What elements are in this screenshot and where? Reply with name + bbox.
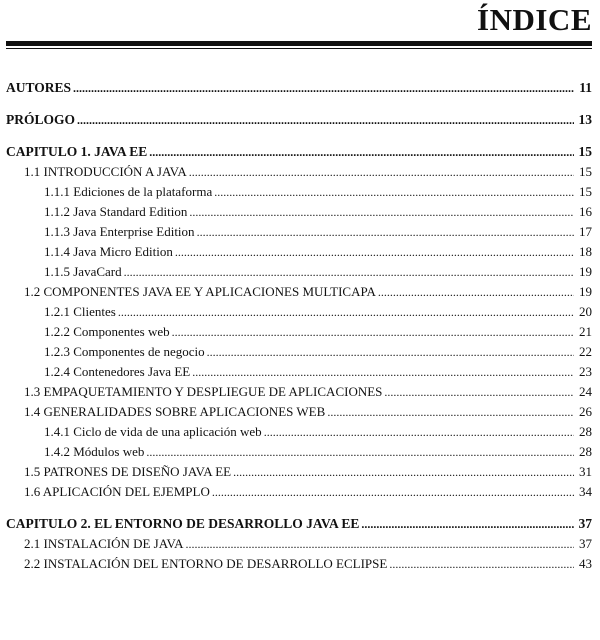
toc-entry-label: 1.3 EMPAQUETAMIENTO Y DESPLIEGUE DE APLICACIONES	[24, 384, 383, 399]
page-title: ÍNDICE	[477, 2, 592, 37]
toc-entry-label: PRÓLOGO	[6, 112, 76, 127]
toc-entry-label: 1.1.1 Ediciones de la plataforma	[44, 184, 213, 199]
toc-entry-page-number: 23	[579, 364, 592, 379]
toc-entry[interactable]	[6, 110, 592, 130]
dot-leader	[192, 362, 574, 382]
toc-entry-label: 1.2.4 Contenedores Java EE	[44, 364, 191, 379]
toc-entry-page-number: 19	[579, 284, 592, 299]
toc-entry[interactable]	[6, 554, 592, 574]
toc-entry[interactable]	[6, 222, 592, 242]
toc-entry[interactable]	[6, 202, 592, 222]
toc-entry-label: AUTORES	[6, 80, 72, 95]
dot-leader	[197, 222, 574, 242]
toc-entry[interactable]	[6, 162, 592, 182]
toc-entry-page-number: 37	[578, 516, 592, 531]
toc-entry-page-number: 16	[579, 204, 592, 219]
dot-leader	[146, 442, 574, 462]
toc-entry[interactable]	[6, 514, 592, 534]
dot-leader	[207, 342, 574, 362]
dot-leader	[175, 242, 574, 262]
toc-entry[interactable]	[6, 262, 592, 282]
toc-entry[interactable]	[6, 382, 592, 402]
toc-entry[interactable]	[6, 402, 592, 422]
toc-entry-page-number: 37	[579, 536, 592, 551]
toc-entry[interactable]	[6, 342, 592, 362]
toc-entry-page-number: 31	[579, 464, 592, 479]
toc-entry-page-number: 13	[578, 112, 592, 127]
dot-leader	[186, 534, 574, 554]
toc-entry-label: CAPITULO 2. EL ENTORNO DE DESARROLLO JAVA EE	[6, 516, 360, 531]
toc-entry-page-number: 26	[579, 404, 592, 419]
toc-entry-page-number: 34	[579, 484, 592, 499]
dot-leader	[384, 382, 574, 402]
dot-leader	[73, 78, 574, 98]
toc-entry-page-number: 22	[579, 344, 592, 359]
toc-entry[interactable]	[6, 282, 592, 302]
toc-entry-page-number: 43	[579, 556, 592, 571]
toc-entry-label: 1.2 COMPONENTES JAVA EE Y APLICACIONES MULTICAPA	[24, 284, 376, 299]
dot-leader	[149, 142, 574, 162]
toc-entry-label: 1.6 APLICACIÓN DEL EJEMPLO	[24, 484, 210, 499]
toc-entry[interactable]	[6, 482, 592, 502]
toc-entry-page-number: 11	[579, 80, 592, 95]
toc-entry-page-number: 15	[579, 164, 592, 179]
dot-leader	[361, 514, 574, 534]
dot-leader	[233, 462, 574, 482]
dot-leader	[172, 322, 574, 342]
dot-leader	[77, 110, 574, 130]
dot-leader	[118, 302, 574, 322]
toc-entry-page-number: 19	[579, 264, 592, 279]
dot-leader	[212, 482, 574, 502]
toc-entry[interactable]	[6, 462, 592, 482]
toc-entry[interactable]	[6, 142, 592, 162]
toc-entry-page-number: 18	[579, 244, 592, 259]
dot-leader	[189, 202, 574, 222]
toc-entry-label: 1.1.4 Java Micro Edition	[44, 244, 173, 259]
toc-entry-label: 1.5 PATRONES DE DISEÑO JAVA EE	[24, 464, 232, 479]
dot-leader	[124, 262, 574, 282]
dot-leader	[189, 162, 574, 182]
title-rule-thick	[6, 41, 592, 46]
toc-entry[interactable]	[6, 242, 592, 262]
dot-leader	[327, 402, 574, 422]
toc-entry-label: 1.2.1 Clientes	[44, 304, 116, 319]
table-of-contents	[6, 78, 592, 574]
dot-leader	[378, 282, 574, 302]
toc-entry-label: 1.4 GENERALIDADES SOBRE APLICACIONES WEB	[24, 404, 326, 419]
dot-leader	[389, 554, 574, 574]
toc-entry-page-number: 15	[579, 184, 592, 199]
toc-entry-label: 1.2.2 Componentes web	[44, 324, 170, 339]
toc-entry[interactable]	[6, 302, 592, 322]
toc-entry-label: 1.4.1 Ciclo de vida de una aplicación web	[44, 424, 262, 439]
toc-entry-label: 1.1 INTRODUCCIÓN A JAVA	[24, 164, 187, 179]
toc-entry-label: 1.1.2 Java Standard Edition	[44, 204, 188, 219]
toc-entry-label: 2.1 INSTALACIÓN DE JAVA	[24, 536, 184, 551]
toc-entry[interactable]	[6, 322, 592, 342]
toc-entry-page-number: 28	[579, 444, 592, 459]
title-rule-thin	[6, 48, 592, 49]
toc-entry-label: CAPITULO 1. JAVA EE	[6, 144, 148, 159]
toc-entry[interactable]	[6, 182, 592, 202]
toc-entry[interactable]	[6, 78, 592, 98]
toc-entry-page-number: 21	[579, 324, 592, 339]
dot-leader	[264, 422, 574, 442]
toc-entry[interactable]	[6, 442, 592, 462]
toc-entry-label: 1.1.5 JavaCard	[44, 264, 122, 279]
toc-entry[interactable]	[6, 362, 592, 382]
toc-entry-label: 1.2.3 Componentes de negocio	[44, 344, 205, 359]
dot-leader	[214, 182, 574, 202]
toc-entry-label: 1.4.2 Módulos web	[44, 444, 145, 459]
toc-entry-label: 2.2 INSTALACIÓN DEL ENTORNO DE DESARROLLO ECLIPSE	[24, 556, 388, 571]
toc-entry-page-number: 24	[579, 384, 592, 399]
toc-entry[interactable]	[6, 422, 592, 442]
toc-entry-page-number: 20	[579, 304, 592, 319]
toc-entry-page-number: 17	[579, 224, 592, 239]
toc-entry-page-number: 15	[578, 144, 592, 159]
toc-entry-label: 1.1.3 Java Enterprise Edition	[44, 224, 195, 239]
toc-entry-page-number: 28	[579, 424, 592, 439]
toc-entry[interactable]	[6, 534, 592, 554]
